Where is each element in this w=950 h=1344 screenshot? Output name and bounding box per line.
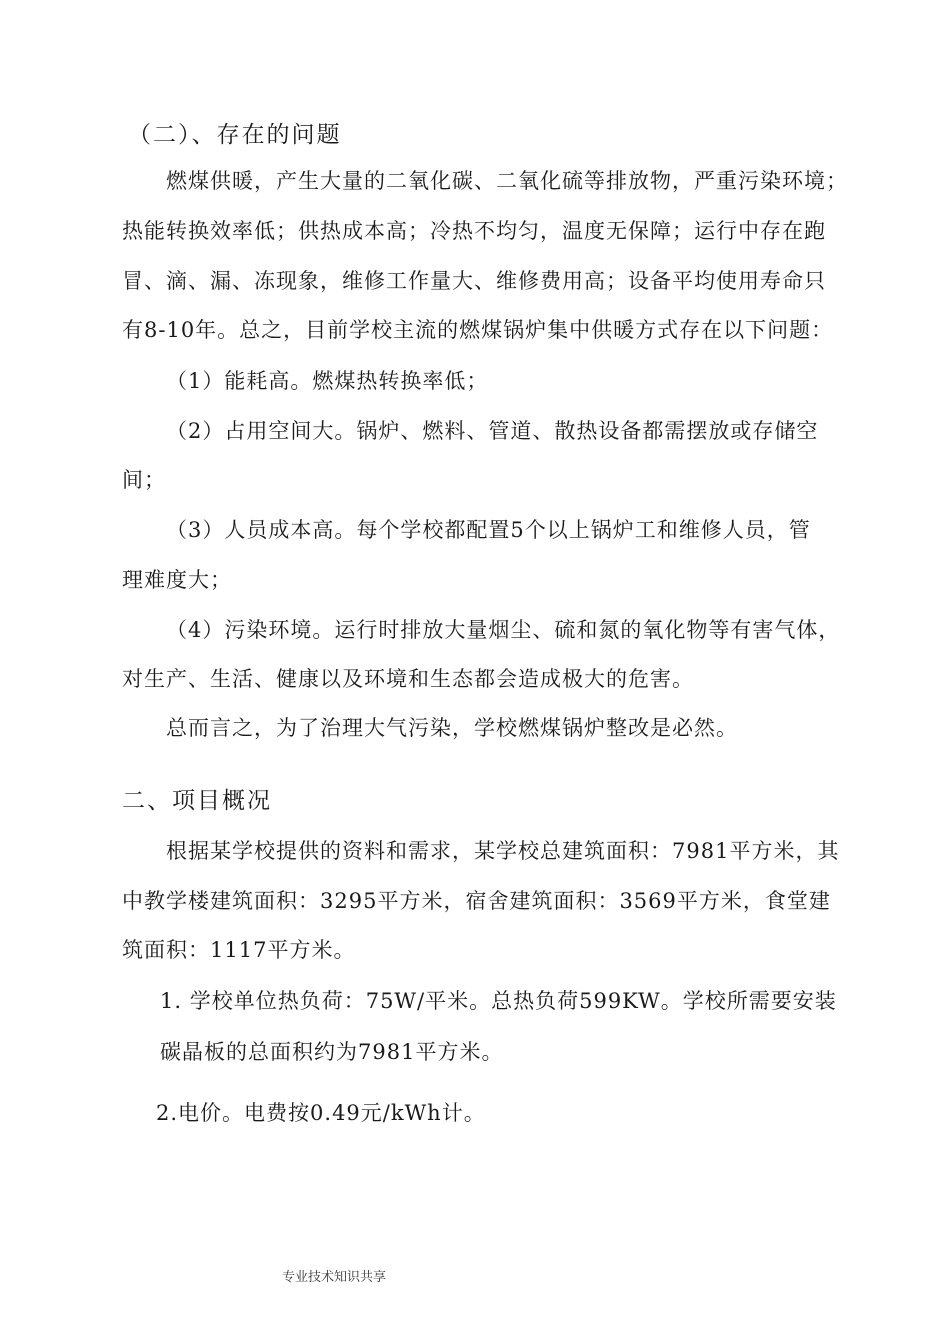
- problems-conclusion: 总而言之，为了治理大气污染，学校燃煤锅炉整改是必然。: [166, 716, 738, 740]
- overview-line-3: 筑面积：1117平方米。: [122, 938, 356, 962]
- page-footer: 专业技术知识共享: [282, 1270, 387, 1285]
- problem-item-4-line-1: （4）污染环境。运行时排放大量烟尘、硫和氮的氧化物等有害气体，: [166, 618, 841, 642]
- overview-point-1-line-1: 1. 学校单位热负荷：75W/平米。总热负荷599KW。学校所需要安装: [160, 989, 837, 1013]
- overview-point-1-line-2: 碳晶板的总面积约为7981平方米。: [160, 1040, 504, 1064]
- overview-point-2: 2.电价。电费按0.49元/kWh计。: [156, 1101, 486, 1125]
- overview-line-2: 中教学楼建筑面积：3295平方米，宿舍建筑面积：3569平方米，食堂建: [122, 889, 831, 913]
- problems-intro-line-2: 热能转换效率低；供热成本高；冷热不均匀，温度无保障；运行中存在跑: [122, 219, 826, 243]
- problems-intro-line-4: 有8-10年。总之，目前学校主流的燃煤锅炉集中供暖方式存在以下问题：: [122, 318, 834, 342]
- problems-intro-line-1: 燃煤供暖，产生大量的二氧化碳、二氧化硫等排放物，严重污染环境；: [166, 169, 848, 193]
- problems-intro-line-3: 冒、滴、漏、冻现象，维修工作量大、维修费用高；设备平均使用寿命只: [122, 269, 826, 293]
- problem-item-3-line-1: （3）人员成本高。每个学校都配置5个以上锅炉工和维修人员，管: [166, 518, 811, 542]
- problem-item-2-line-2: 间；: [122, 468, 166, 492]
- section-heading-problems: （二）、存在的问题: [128, 122, 342, 148]
- problem-item-1: （1）能耗高。燃煤热转换率低；: [166, 369, 489, 393]
- overview-line-1: 根据某学校提供的资料和需求，某学校总建筑面积：7981平方米，其: [166, 839, 840, 863]
- problem-item-4-line-2: 对生产、生活、健康以及环境和生态都会造成极大的危害。: [122, 667, 694, 691]
- section-heading-overview: 二、项目概况: [122, 788, 272, 814]
- problem-item-2-line-1: （2）占用空间大。锅炉、燃料、管道、散热设备都需摆放或存储空: [166, 419, 819, 443]
- problem-item-3-line-2: 理难度大；: [122, 568, 232, 592]
